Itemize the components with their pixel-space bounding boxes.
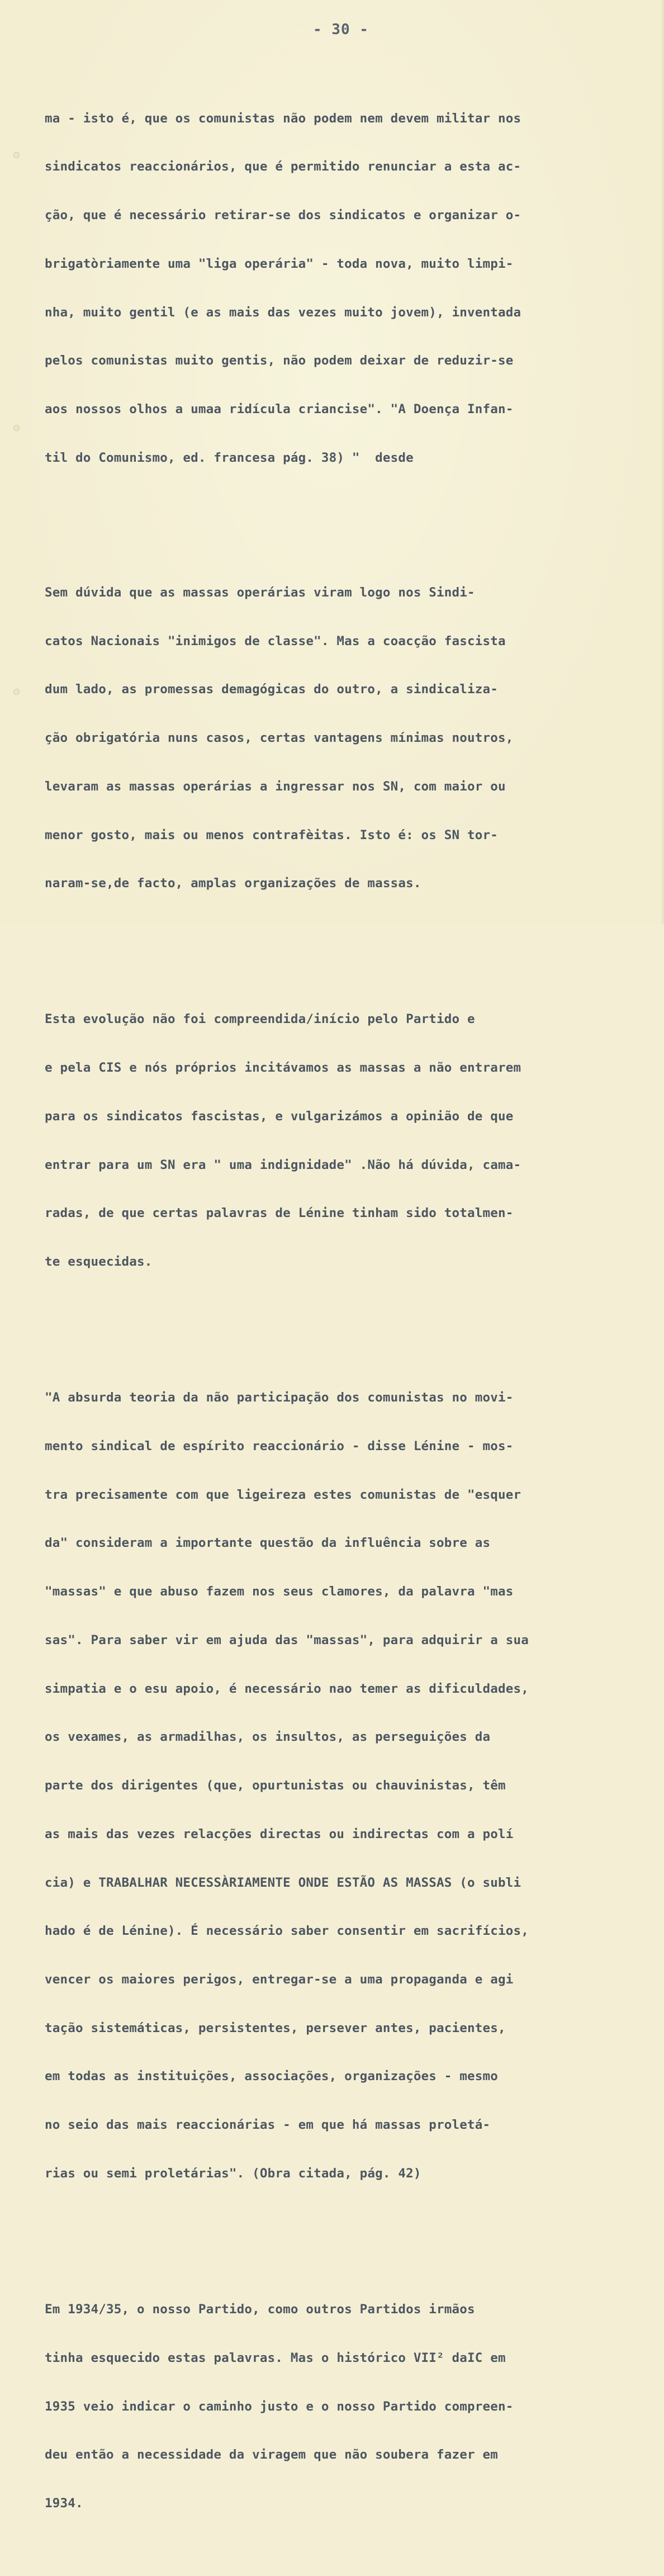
text-line: ção obrigatória nuns casos, certas vantagens mínimas noutros,	[45, 731, 514, 746]
text-line: Em 1934/35, o nosso Partido, como outros Partidos irmãos	[45, 2302, 475, 2317]
text-line: catos Nacionais "inimigos de classe". Mas a coacção fascista	[45, 633, 506, 648]
punch-hole-mark	[13, 425, 20, 431]
text-line: "A absurda teoria da não participação dos comunistas no movi-	[45, 1390, 514, 1405]
text-line: entrar para um SN era " uma indignidade" .Não há dúvida, cama-	[45, 1157, 521, 1172]
text-line: Esta evolução não foi compreendida/início pelo Partido e	[45, 1012, 475, 1027]
paragraph-5	[45, 2269, 648, 2544]
text-line: ção, que é necessário retirar-se dos sindicatos e organizar o-	[45, 208, 521, 223]
text-line: 1935 veio indicar o caminho justo e o nosso Partido compreen-	[45, 2399, 514, 2414]
punch-hole-mark	[13, 152, 20, 158]
text-line: 1934.	[45, 2496, 83, 2511]
text-line: as mais das vezes relacções directas ou indirectas com a polí	[45, 1826, 514, 1841]
text-line: pelos comunistas muito gentis, não podem deixar de reduzir-se	[45, 353, 514, 368]
text-line: radas, de que certas palavras de Lénine tinham sido totalmen-	[45, 1206, 514, 1221]
text-line: cia) e TRABALHAR NECESSÀRIAMENTE ONDE ESTÃO AS MASSAS (o subli	[45, 1875, 521, 1890]
text-line: parte dos dirigentes (que, opurtunistas ou chauvinistas, têm	[45, 1778, 506, 1793]
text-line: Sem dúvida que as massas operárias viram logo nos Sindi-	[45, 585, 475, 600]
text-line: da" consideram a importante questão da influência sobre as	[45, 1536, 491, 1551]
text-line: ma - isto é, que os comunistas não podem nem devem militar nos	[45, 111, 521, 126]
document-body	[45, 46, 648, 2576]
paragraph-2	[45, 552, 648, 924]
text-line: hado é de Lénine). É necessário saber consentir em sacrifícios,	[45, 1924, 529, 1939]
text-line: os vexames, as armadilhas, os insultos, as perseguições da	[45, 1730, 491, 1745]
text-line: brigatòriamente uma "liga operária" - toda nova, muito limpi-	[45, 256, 514, 271]
text-line: menor gosto, mais ou menos contrafèitas. Isto é: os SN tor-	[45, 827, 499, 842]
text-line: sindicatos reaccionários, que é permitido renunciar a esta ac-	[45, 159, 521, 174]
text-line: "massas" e que abuso fazem nos seus clamores, da palavra "mas	[45, 1584, 514, 1599]
text-line: dum lado, as promessas demagógicas do outro, a sindicaliza-	[45, 682, 499, 697]
punch-hole-mark	[13, 689, 20, 695]
text-line: nha, muito gentil (e as mais das vezes muito jovem), inventada	[45, 305, 521, 320]
text-line: te esquecidas.	[45, 1254, 153, 1270]
text-line: tação sistemáticas, persistentes, persever antes, pacientes,	[45, 2020, 506, 2035]
text-line: e pela CIS e nós próprios incitávamos as massas a não entrarem	[45, 1060, 521, 1076]
page-edge-shadow	[661, 0, 664, 924]
text-line: rias ou semi proletárias". (Obra citada, pág. 42)	[45, 2166, 421, 2181]
text-line: vencer os maiores perigos, entregar-se a uma propaganda e agi	[45, 1972, 514, 1987]
text-line: sas". Para saber vir em ajuda das "massas", para adquirir a sua	[45, 1632, 529, 1647]
paragraph-3	[45, 979, 648, 1303]
text-line: levaram as massas operárias a ingressar nos SN, com maior ou	[45, 779, 506, 794]
text-line: simpatia e o esu apoio, é necessário nao temer as dificuldades,	[45, 1681, 529, 1696]
text-line: deu então a necessidade da viragem que não soubera fazer em	[45, 2447, 499, 2463]
text-line: mento sindical de espírito reaccionário - disse Lénine - mos-	[45, 1439, 514, 1454]
text-line: til do Comunismo, ed. francesa pág. 38) " desde	[45, 450, 414, 465]
text-line: para os sindicatos fascistas, e vulgarizámos a opinião de que	[45, 1109, 514, 1124]
page-number: - 30 -	[313, 21, 369, 38]
text-line: aos nossos olhos a umaa ridícula criancise". "A Doença Infan-	[45, 401, 514, 416]
text-line: tinha esquecido estas palavras. Mas o histórico VII² daIC em	[45, 2350, 506, 2365]
text-line: tra precisamente com que ligeireza estes comunistas de "esquer	[45, 1487, 521, 1502]
text-line: naram-se,de facto, amplas organizações de massas.	[45, 876, 421, 891]
text-line: em todas as instituições, associações, organizações - mesmo	[45, 2069, 499, 2084]
paragraph-4-quote	[45, 1358, 648, 2214]
text-line: no seio das mais reaccionárias - em que há massas proletá-	[45, 2118, 491, 2133]
paragraph-1	[45, 78, 648, 499]
